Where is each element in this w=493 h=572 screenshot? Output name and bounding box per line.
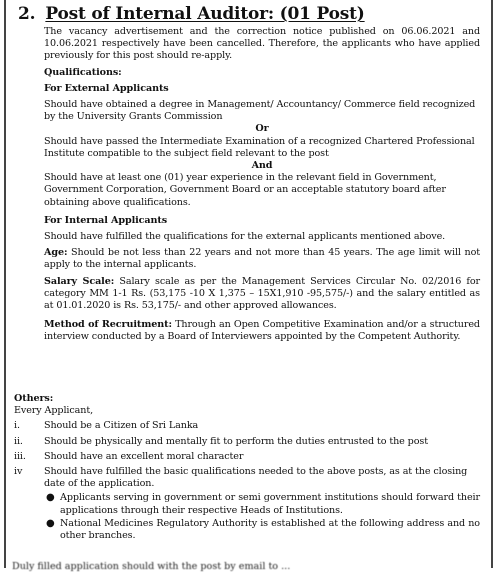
list-item-text: Should be physically and mentally fit to perform the duties entrusted to the post <box>44 435 428 447</box>
qualifications-heading: Qualifications: <box>44 66 122 78</box>
bullet-text: National Medicines Regulatory Authority is established at the following address and no other branches. <box>60 517 480 542</box>
recruitment-paragraph <box>44 319 480 343</box>
list-numeral: iv <box>14 466 23 478</box>
bullet-icon: ● <box>46 517 55 529</box>
bullet-list <box>46 492 480 542</box>
and-connector: And <box>251 160 273 172</box>
cut-off-line: Duly filled application should with the post by email to ... <box>12 561 291 572</box>
bullet-text: Applicants serving in government or semi government institutions should forward their applications through their respective Heads of Institutions. <box>60 492 480 516</box>
bullet-item <box>46 492 480 516</box>
list-numeral: iii. <box>14 450 26 462</box>
internal-applicants-heading: For Internal Applicants <box>44 214 168 226</box>
list-numeral: i. <box>14 420 20 432</box>
list-item <box>14 436 480 448</box>
others-heading: Others: <box>14 393 54 404</box>
section-heading <box>18 4 365 24</box>
list-item <box>14 420 480 432</box>
section-body <box>44 26 480 344</box>
age-paragraph <box>44 247 480 271</box>
list-item-text: Should have an excellent moral character <box>44 450 244 462</box>
intermediate-requirement: Should have passed the Intermediate Examination of a recognized Chartered Professional Institute compatible to the subject field relevant to the post <box>44 135 475 159</box>
salary-text: Salary scale as per the Management Services Circular No. 02/2016 for category MM 1-1 Rs. (53,175 -10 X 1,375 – 15X1,910 -95,575/-) and the salary entitled as at 01.01.2020 is Rs. 53,175/- and other approved allowances. <box>44 275 480 312</box>
experience-requirement: Should have at least one (01) year experience in the relevant field in Government, Government Corporation, Government Board or an acceptable statutory board after obtaining above qualifications. <box>44 172 446 208</box>
list-item <box>14 466 480 490</box>
list-item-text: Should be a Citizen of Sri Lanka <box>44 420 199 432</box>
recruitment-label: Method of Recruitment: <box>44 319 172 331</box>
section-title: Post of Internal Auditor: (01 Post) <box>45 4 365 24</box>
section-number: 2. <box>18 4 36 24</box>
others-intro: Every Applicant, <box>14 405 94 417</box>
bullet-item <box>46 518 480 542</box>
recruitment-text: Through an Open Competitive Examination and/or a structured interview conducted by a Board of Interviewers appointed by the Competent Authority. <box>44 319 480 343</box>
external-applicants-heading: For External Applicants <box>44 82 169 94</box>
internal-requirement: Should have fulfilled the qualifications for the external applicants mentioned above. <box>44 231 446 243</box>
salary-label: Salary Scale: <box>44 275 115 287</box>
others-section <box>14 393 480 543</box>
bullet-icon: ● <box>46 492 55 504</box>
intro-paragraph: The vacancy advertisement and the correction notice published on 06.06.2021 and 10.06.2021 respectively have been cancelled. Therefore, the applicants who have applied previously for this post should re-apply. <box>44 26 480 62</box>
list-item <box>14 451 480 463</box>
salary-paragraph <box>44 276 480 313</box>
requirements-list <box>14 420 480 490</box>
list-numeral: ii. <box>14 435 23 447</box>
age-text: Should be not less than 22 years and not more than 45 years. The age limit will not apply to the internal applicants. <box>44 247 480 271</box>
list-item-text: Should have fulfilled the basic qualifications needed to the above posts, as at the closing date of the application. <box>44 466 468 490</box>
or-connector: Or <box>255 123 269 135</box>
degree-requirement: Should have obtained a degree in Management/ Accountancy/ Commerce field recognized by the University Grants Commission <box>44 99 476 123</box>
age-label: Age: <box>44 247 68 259</box>
